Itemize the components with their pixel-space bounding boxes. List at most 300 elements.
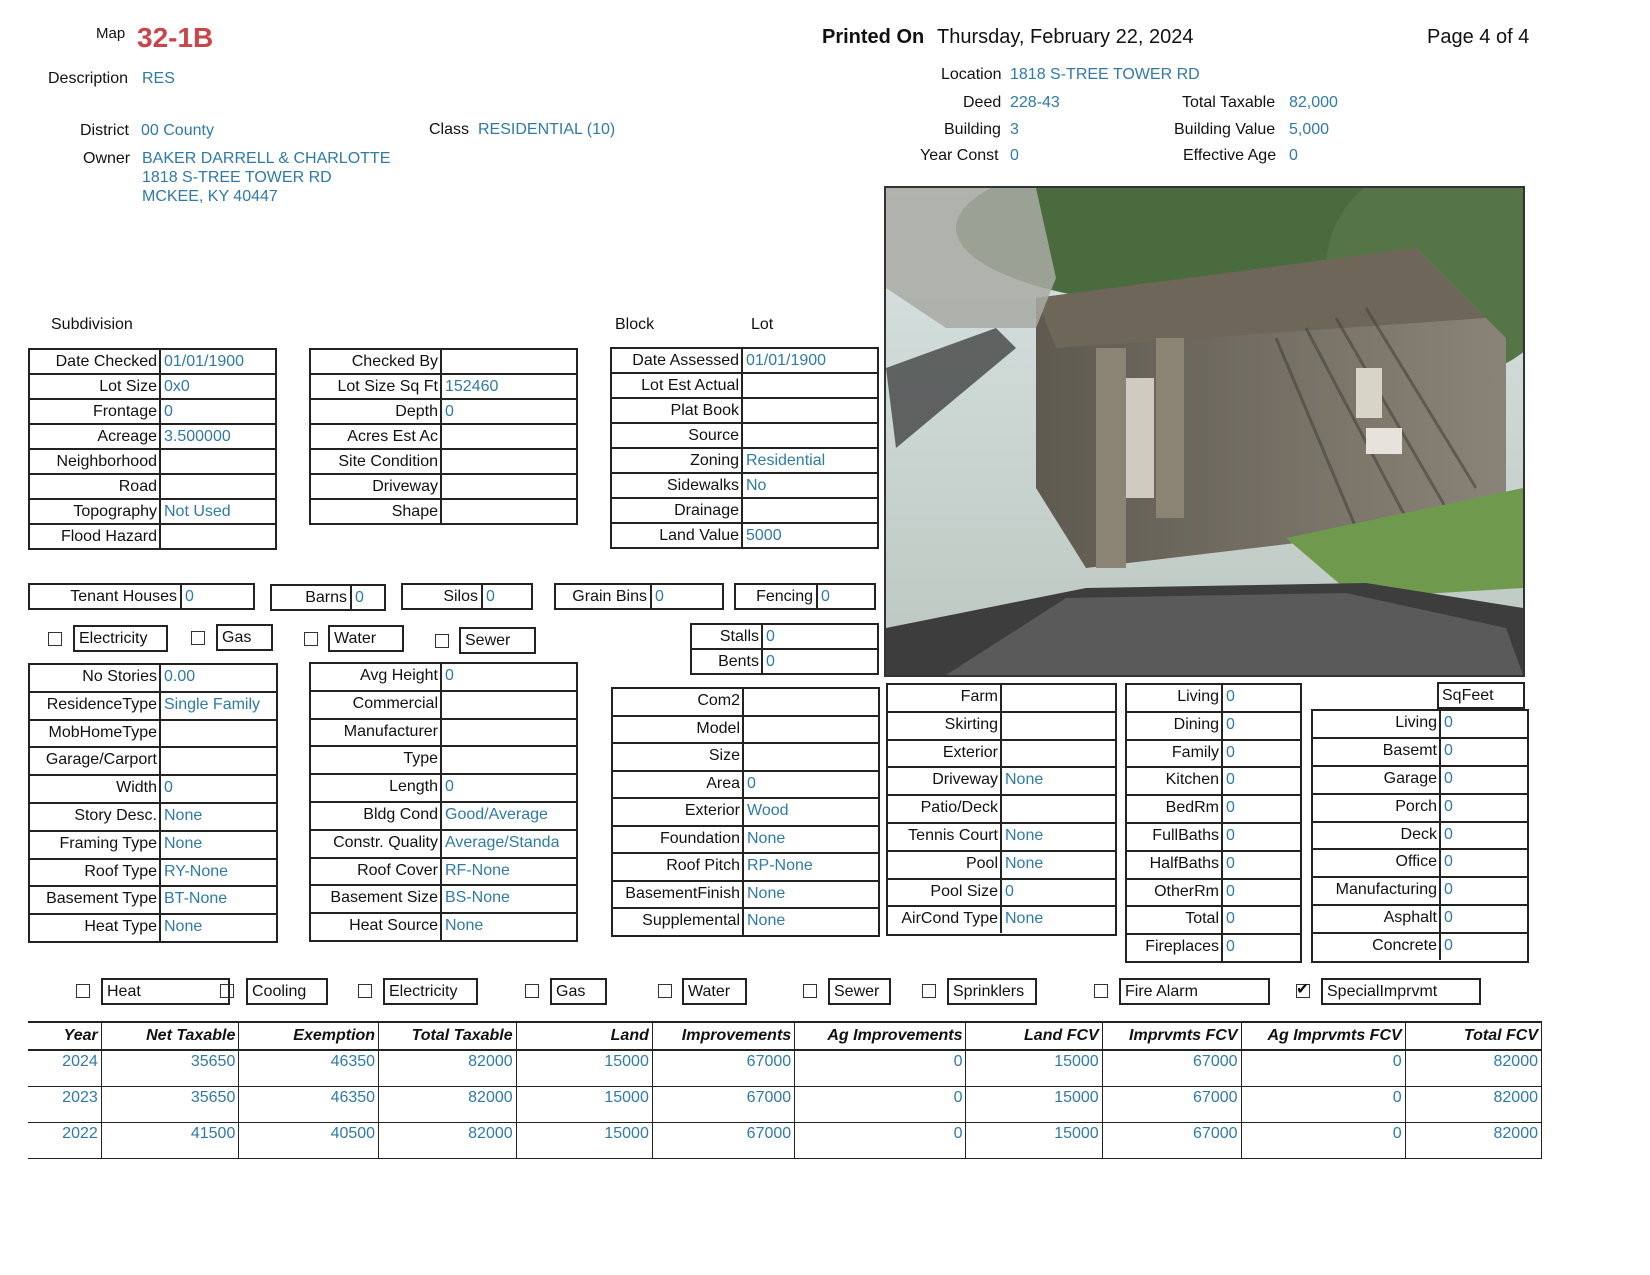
field-value: 0 [445, 778, 454, 796]
field-value: None [747, 829, 786, 847]
map-label: Map [96, 25, 126, 42]
field-row [1127, 850, 1300, 878]
history-cell: 82000 [1405, 1087, 1541, 1123]
field-value: Residential [746, 452, 826, 469]
owner-address: 1818 S-TREE TOWER RD [142, 169, 332, 186]
field-row [311, 498, 576, 523]
field-label: Asphalt [1313, 906, 1441, 932]
map-number: 32-1B [137, 22, 214, 53]
utility-label: Gas [550, 978, 607, 1005]
field-label: Site Condition [311, 450, 442, 473]
field-label: Patio/Deck [888, 796, 1002, 822]
field-row [30, 830, 276, 858]
utility-checkbox[interactable] [1094, 984, 1108, 998]
field-row [30, 448, 275, 473]
field-value [442, 500, 445, 523]
history-column-header: Land FCV [966, 1022, 1102, 1050]
field-value: BT-None [164, 890, 228, 908]
sewer-checkbox[interactable] [435, 634, 449, 648]
field-row [1127, 794, 1300, 822]
history-cell: 41500 [101, 1123, 239, 1159]
field-label: Neighborhood [30, 450, 161, 473]
field-value: Wood [747, 802, 789, 819]
field-label: BedRm [1127, 796, 1223, 822]
deed-label: Deed [963, 94, 1002, 111]
field-row [30, 398, 275, 423]
field-label: Flood Hazard [30, 525, 161, 548]
assessment-history-table [28, 1021, 1542, 1159]
tenant-houses-field [28, 583, 255, 610]
barns-field [270, 584, 386, 611]
utility-checkbox[interactable] [220, 984, 234, 998]
field-row [30, 473, 275, 498]
description-value: RES [142, 70, 175, 87]
field-label: Commercial [311, 692, 442, 718]
utility-checkbox[interactable] [658, 984, 672, 998]
field-value: BS-None [445, 889, 510, 907]
grain-bins-label: Grain Bins [556, 585, 652, 608]
field-row [1313, 904, 1527, 932]
field-value: Average/Standa [445, 833, 560, 851]
field-row [311, 857, 576, 885]
field-label: Heat Source [311, 914, 442, 940]
field-value [442, 425, 445, 448]
field-row [888, 878, 1115, 906]
field-label: Kitchen [1127, 768, 1223, 794]
gas-label: Gas [216, 624, 273, 651]
building-photo-drawing [886, 188, 1523, 675]
field-row [1313, 848, 1527, 876]
utility-checkbox[interactable] [803, 984, 817, 998]
field-label: Living [1127, 685, 1223, 711]
field-value [1002, 685, 1005, 711]
field-value [161, 450, 164, 473]
field-row [311, 448, 576, 473]
field-value: RP-None [747, 857, 813, 874]
owner-city: MCKEE, KY 40447 [142, 188, 278, 205]
field-row [888, 850, 1115, 878]
history-column-header: Ag Imprvmts FCV [1241, 1022, 1405, 1050]
field-label: Total [1127, 907, 1223, 933]
field-label: Basement Type [30, 887, 161, 913]
field-value: 5000 [746, 527, 782, 544]
water-checkbox[interactable] [304, 632, 318, 646]
district-label: District [80, 122, 129, 139]
field-label: OtherRm [1127, 880, 1223, 906]
field-row [612, 497, 877, 522]
history-cell: 35650 [101, 1087, 239, 1123]
effective-age-value: 0 [1289, 147, 1298, 164]
field-value: None [1005, 910, 1044, 928]
exterior-features-grid [886, 683, 1117, 936]
lot-label: Lot [751, 316, 774, 333]
field-value [442, 475, 445, 498]
field-label: Exterior [888, 741, 1002, 767]
utility-checkbox[interactable] [525, 984, 539, 998]
field-value [744, 744, 747, 770]
field-label: Source [612, 424, 743, 447]
field-label: Depth [311, 400, 442, 423]
field-value [442, 450, 445, 473]
history-header-row [28, 1022, 1542, 1050]
utility-label: Heat [101, 978, 230, 1005]
history-cell: 46350 [239, 1050, 379, 1087]
field-value: RY-None [164, 862, 229, 880]
field-row [30, 719, 276, 747]
field-value: 01/01/1900 [164, 353, 245, 370]
field-label: Roof Cover [311, 859, 442, 885]
history-body [28, 1050, 1542, 1159]
field-value: 0 [747, 774, 756, 792]
field-value [743, 499, 746, 522]
history-column-header: Improvements [652, 1022, 794, 1050]
field-value: 0 [1444, 937, 1453, 955]
field-value: 0 [1444, 881, 1453, 899]
field-row [1313, 737, 1527, 765]
field-value [744, 717, 747, 743]
utility-checkbox[interactable] [922, 984, 936, 998]
field-label: Acreage [30, 425, 161, 448]
field-row [888, 711, 1115, 739]
field-label: Basement Size [311, 886, 442, 912]
field-row [1313, 821, 1527, 849]
history-cell: 0 [795, 1050, 966, 1087]
field-row [311, 690, 576, 718]
field-label: BasementFinish [613, 882, 744, 908]
utility-checkbox[interactable] [76, 984, 90, 998]
field-label: Zoning [612, 449, 743, 472]
field-value [442, 692, 445, 718]
utility-label: Fire Alarm [1119, 978, 1270, 1005]
field-label: Avg Height [311, 664, 442, 690]
field-label: HalfBaths [1127, 852, 1223, 878]
field-value [161, 525, 164, 548]
history-cell: 15000 [516, 1087, 652, 1123]
field-row [612, 347, 877, 372]
field-row [1127, 905, 1300, 933]
field-value [1002, 713, 1005, 739]
utility-checkbox[interactable] [358, 984, 372, 998]
field-label: Deck [1313, 823, 1441, 849]
field-label: Pool Size [888, 880, 1002, 906]
field-value: 0 [1444, 714, 1453, 731]
history-column-header: Land [516, 1022, 652, 1050]
field-label: Tennis Court [888, 824, 1002, 850]
field-row [311, 373, 576, 398]
field-row [311, 718, 576, 746]
field-label: Shape [311, 500, 442, 523]
field-label: Date Assessed [612, 349, 743, 372]
field-label: Roof Pitch [613, 854, 744, 880]
total-taxable-value: 82,000 [1289, 94, 1338, 111]
field-label: No Stories [30, 665, 161, 691]
total-taxable-label: Total Taxable [1182, 94, 1276, 111]
field-label: Exterior [613, 799, 744, 825]
field-row [1127, 683, 1300, 711]
field-label: Drainage [612, 499, 743, 522]
field-label: Concrete [1313, 934, 1441, 960]
field-row [612, 372, 877, 397]
field-row [30, 774, 276, 802]
field-value: No [746, 477, 767, 494]
field-row [888, 766, 1115, 794]
utility-checkbox[interactable] [1296, 984, 1310, 998]
history-column-header: Exemption [239, 1022, 379, 1050]
field-value: 01/01/1900 [746, 352, 827, 369]
field-row [311, 884, 576, 912]
field-label: Acres Est Ac [311, 425, 442, 448]
field-value: 0x0 [164, 378, 190, 395]
residence-grid [28, 663, 278, 943]
field-value: None [164, 918, 203, 936]
sqfeet-grid [1311, 709, 1529, 963]
utility-label: Water [682, 978, 747, 1005]
field-value [161, 721, 164, 747]
property-photo [884, 186, 1525, 677]
sewer-label: Sewer [459, 627, 536, 654]
history-cell: 82000 [1405, 1123, 1541, 1159]
field-row [311, 423, 576, 448]
field-label: Topography [30, 500, 161, 523]
field-label: Bldg Cond [311, 803, 442, 829]
field-value: None [1005, 826, 1044, 844]
history-cell: 67000 [652, 1123, 794, 1159]
field-label: Office [1313, 850, 1441, 876]
class-label: Class [429, 121, 470, 138]
field-label: Land Value [612, 524, 743, 547]
field-label: Type [311, 747, 442, 773]
class-value: RESIDENTIAL (10) [478, 121, 616, 138]
field-value: 0 [1226, 938, 1235, 956]
history-cell: 15000 [966, 1050, 1102, 1087]
field-value [161, 748, 164, 774]
field-label: Lot Size [30, 375, 161, 398]
field-label: Living [1313, 711, 1441, 737]
history-column-header: Total FCV [1405, 1022, 1541, 1050]
field-row [30, 498, 275, 523]
field-row [1127, 766, 1300, 794]
field-row [30, 663, 276, 691]
history-row [28, 1123, 1542, 1159]
field-row [311, 912, 576, 940]
field-label: Model [613, 717, 744, 743]
location-value: 1818 S-TREE TOWER RD [1010, 66, 1200, 83]
field-row [30, 746, 276, 774]
fencing-label: Fencing [736, 585, 818, 608]
field-value: None [164, 834, 203, 852]
field-value: None [164, 806, 203, 824]
field-row [888, 905, 1115, 933]
field-row [888, 794, 1115, 822]
history-cell: 0 [795, 1087, 966, 1123]
field-value: 0 [1005, 882, 1014, 900]
fencing-field [734, 583, 876, 610]
field-value [442, 350, 445, 373]
field-row [30, 348, 275, 373]
field-row [311, 662, 576, 690]
field-value: Good/Average [445, 805, 548, 823]
history-cell: 67000 [652, 1087, 794, 1123]
history-cell: 2023 [28, 1087, 101, 1123]
field-row [1313, 876, 1527, 904]
field-value: 0 [1226, 882, 1235, 900]
field-value: 0 [1226, 910, 1235, 928]
lot-details-grid [28, 348, 277, 550]
history-cell: 82000 [379, 1050, 517, 1087]
field-label: Width [30, 776, 161, 802]
field-label: Supplemental [613, 909, 744, 935]
silos-value: 0 [486, 588, 495, 605]
subdivision-label: Subdivision [51, 316, 133, 333]
history-cell: 15000 [966, 1087, 1102, 1123]
field-value: 0 [1226, 771, 1235, 789]
history-column-header: Ag Improvements [795, 1022, 966, 1050]
field-value: Single Family [164, 695, 261, 713]
field-row [888, 739, 1115, 767]
field-row [613, 687, 878, 715]
history-cell: 67000 [1102, 1123, 1241, 1159]
field-label: Story Desc. [30, 804, 161, 830]
field-label: Dining [1127, 713, 1223, 739]
field-value [743, 399, 746, 422]
field-value [442, 747, 445, 773]
field-value: 0 [445, 403, 454, 420]
gas-checkbox[interactable] [191, 631, 205, 645]
field-row [613, 797, 878, 825]
field-row [1127, 878, 1300, 906]
field-value [1002, 741, 1005, 767]
field-row [30, 423, 275, 448]
field-label: Foundation [613, 827, 744, 853]
history-column-header: Net Taxable [101, 1022, 239, 1050]
field-value: None [747, 884, 786, 902]
field-label: Garage [1313, 767, 1441, 793]
field-label: Frontage [30, 400, 161, 423]
field-value: None [445, 917, 484, 935]
field-row [311, 348, 576, 373]
printed-on-label: Printed On [822, 26, 925, 48]
field-label: Checked By [311, 350, 442, 373]
printed-on-date: Thursday, February 22, 2024 [937, 26, 1194, 48]
field-label: Porch [1313, 795, 1441, 821]
field-value: 3.500000 [164, 428, 231, 445]
field-value: 0 [1226, 854, 1235, 872]
grain-bins-field [554, 583, 724, 610]
history-cell: 67000 [1102, 1087, 1241, 1123]
building-value: 3 [1010, 121, 1019, 138]
block-label: Block [615, 316, 655, 333]
grain-bins-value: 0 [655, 588, 664, 605]
history-cell: 2022 [28, 1123, 101, 1159]
field-row [613, 770, 878, 798]
history-cell: 2024 [28, 1050, 101, 1087]
field-value: 0 [1226, 688, 1235, 705]
electricity-checkbox[interactable] [48, 632, 62, 646]
history-cell: 35650 [101, 1050, 239, 1087]
field-row [1127, 933, 1300, 961]
utility-label: SpecialImprvmt [1321, 978, 1481, 1005]
field-value: None [1005, 854, 1044, 872]
field-row [612, 397, 877, 422]
field-value: 0 [1444, 909, 1453, 927]
owner-name: BAKER DARRELL & CHARLOTTE [142, 150, 391, 167]
field-row [311, 829, 576, 857]
commercial-grid [611, 687, 880, 937]
utility-label: Electricity [383, 978, 478, 1005]
tenant-houses-label: Tenant Houses [30, 585, 182, 608]
field-label: FullBaths [1127, 824, 1223, 850]
field-label: Fireplaces [1127, 935, 1223, 961]
field-value: 0 [1444, 741, 1453, 759]
field-label: Basemt [1313, 739, 1441, 765]
field-row [888, 822, 1115, 850]
field-row [1313, 793, 1527, 821]
field-row [30, 858, 276, 886]
field-row [612, 522, 877, 547]
stalls-value: 0 [766, 628, 775, 645]
field-value [743, 424, 746, 447]
district-value: 00 County [141, 122, 214, 139]
stalls-label: Stalls [692, 625, 763, 648]
utility-label: Sprinklers [947, 978, 1037, 1005]
water-label: Water [328, 625, 404, 652]
field-row [888, 683, 1115, 711]
field-label: Com2 [613, 689, 744, 715]
electricity-label: Electricity [73, 625, 168, 652]
rooms-grid [1125, 683, 1302, 963]
utility-label: Cooling [246, 978, 328, 1005]
page-number: Page 4 of 4 [1427, 26, 1530, 48]
field-row [311, 473, 576, 498]
effective-age-label: Effective Age [1183, 147, 1277, 164]
field-row [1127, 739, 1300, 767]
field-value: 0 [1226, 799, 1235, 817]
field-label: Road [30, 475, 161, 498]
field-value: 0 [445, 667, 454, 684]
description-label: Description [48, 70, 129, 87]
field-row [612, 472, 877, 497]
history-cell: 0 [1241, 1087, 1405, 1123]
history-cell: 15000 [516, 1123, 652, 1159]
field-label: Pool [888, 852, 1002, 878]
owner-label: Owner [83, 150, 131, 167]
field-row [613, 742, 878, 770]
history-cell: 0 [1241, 1123, 1405, 1159]
field-label: Manufacturer [311, 720, 442, 746]
field-label: Family [1127, 741, 1223, 767]
field-value: 0 [1444, 797, 1453, 815]
field-label: Constr. Quality [311, 831, 442, 857]
field-label: Plat Book [612, 399, 743, 422]
history-column-header: Imprvmts FCV [1102, 1022, 1241, 1050]
field-value: 0 [1444, 853, 1453, 871]
field-value: None [1005, 771, 1044, 789]
field-label: Date Checked [30, 350, 161, 373]
field-value: 0 [1226, 743, 1235, 761]
barns-value: 0 [355, 589, 364, 606]
sqfeet-header-label: SqFeet [1442, 687, 1494, 704]
history-cell: 67000 [652, 1050, 794, 1087]
field-row [1313, 765, 1527, 793]
field-row [30, 523, 275, 548]
field-label: Driveway [888, 768, 1002, 794]
year-const-value: 0 [1010, 147, 1019, 164]
site-details-grid [309, 348, 578, 525]
field-label: Length [311, 775, 442, 801]
field-row [1127, 711, 1300, 739]
field-label: ResidenceType [30, 693, 161, 719]
history-cell: 40500 [239, 1123, 379, 1159]
